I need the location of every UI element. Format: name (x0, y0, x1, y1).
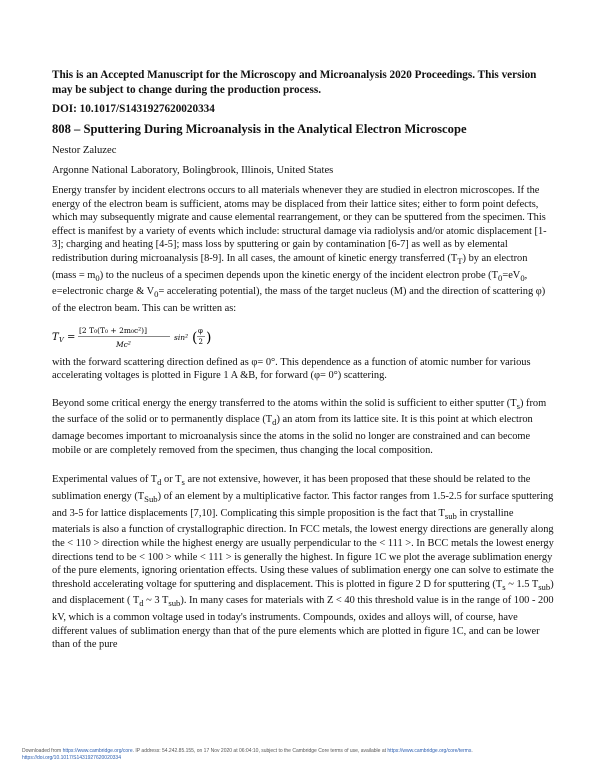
energy-transfer-equation (52, 322, 554, 352)
equation-lhs-sub: V (59, 335, 64, 344)
equation-denominator: Mc² (116, 339, 131, 349)
equation-lhs: T (52, 331, 59, 343)
equation-numerator: [2 T₀(T₀ + 2m₀c²)] (79, 325, 148, 335)
doi-line: DOI: 10.1017/S1431927620020334 (52, 103, 215, 115)
paragraph-3: Beyond some critical energy the energy transferred to the atoms within the solid is sufficient to either sputter $(T_s)$ from the surface of the solid or to permanently displace $(T_d)$ an atom from its lattice site. It is this point at which electron damage becomes important to microanalysis since the atoms in the solid no longer are constrained and can become mobile or are completely removed from the specimen, thus changing the local composition. (52, 397, 547, 456)
terms-link[interactable]: https://www.cambridge.org/core/terms (387, 748, 472, 754)
author-name: Nestor Zaluzec (52, 145, 117, 156)
equation-trig: sin² (174, 332, 189, 342)
equation-arg-numerator: φ (198, 326, 203, 335)
equation-arg-denominator: 2 (198, 337, 203, 346)
article-title: 808 – Sputtering During Microanalysis in the Analytical Electron Microscope (52, 122, 467, 136)
cambridge-core-link[interactable]: https://www.cambridge.org/core (62, 748, 133, 754)
equation-equals: = (67, 331, 76, 343)
manuscript-page (52, 68, 554, 652)
equation-left-paren: ( (192, 329, 198, 346)
paragraph-2: with the forward scattering direction defined as φ= 0°. This dependence as a function of atomic number for various accelerating voltages is plotted in Figure 1 A &B, for forward (φ= 0°) scattering. (52, 356, 531, 382)
accepted-manuscript-notice: This is an Accepted Manuscript for the Microscopy and Microanalysis 2020 Proceedings. This version may be subject to change during the production process. (52, 69, 537, 96)
paragraph-1: Energy transfer by incident electrons occurs to all materials whenever they are studied in electron microscopes. If the energy of the electron beam is sufficient, atoms may be displaced from their lattice sites; either to form point defects, which may subsequently migrate and cause elemental rearrangement, or they can be sputtered from the specimen. This effect is manifest by a variety of events which include: structural damage via radiolysis and/or atomic displacement [1-3]; charging and heating [4-5]; mass loss by sputtering or gain by contamination [6-7] as well as by elemental redistribution during microanalysis [8-9]. In all cases, the amount of kinetic energy transferred $(T_T)$ by an electron (mass = $m_0$) to the nucleus of a specimen depends upon the kinetic energy of the incident electron probe ($T_0=eV_0$, e=electronic charge & $V_0=$ accelerating potential), the mass of the target nucleus (M) and the direction of scattering φ) of the electron beam. This can be written as: (52, 185, 547, 314)
doi-link[interactable]: https://doi.org/10.1017/S1431927620020334 (22, 755, 121, 761)
download-footer: Downloaded from https://www.cambridge.org/core. IP address: 54.242.85.155, on 17 Nov 2020 at 06:04:10, subject to the Cambridge Core terms of use, available at https://www.cambridge.org/core/terms. https://doi.org/10.1017/S1431927620020334 (22, 748, 473, 761)
paragraph-4: Experimental values of $T_d$ or $T_s$ are not extensive, however, it has been proposed that these should be related to the sublimation energy $(T_{Sub})$ of an element by a multiplicative factor. This factor ranges from 1.5-2.5 for surface sputtering and 3-5 for lattice displacements [7,10]. Complicating this simple proposition is the fact that $T_{sub}$ in crystalline materials is also a function of crystallographic direction. In FCC metals, the lowest energy directions are generally along the < 110 > direction while the highest energy are usually perpendicular to the < 111 >. In BCC metals the lowest energy directions tend to be < 100 > while < 111 > is generally the highest. In figure 1C we plot the average sublimation energy of the pure elements, ignoring orientation effects. Using these values of sublimation energy one can solve to estimate the threshold accelerating voltage for sputtering and displacement. This is plotted in figure 2 D for sputtering ($T_s$ ~ 1.5 $T_{sub}$) and displacement ( $T_d$ ~ 3 $T_{sub}$). In many cases for materials with Z < 40 this threshold value is in the range of 100 - 200 kV, which is a common voltage used in today's instruments. Compounds, oxides and alloys will, of course, have different values of sublimation energy than that of the pure elements which are plotted in figure 1C, and can be lower than of the pure (52, 474, 554, 651)
equation-graphic (52, 322, 212, 352)
equation-right-paren: ) (206, 329, 212, 346)
author-affiliation: Argonne National Laboratory, Bolingbrook, Illinois, United States (52, 165, 334, 176)
